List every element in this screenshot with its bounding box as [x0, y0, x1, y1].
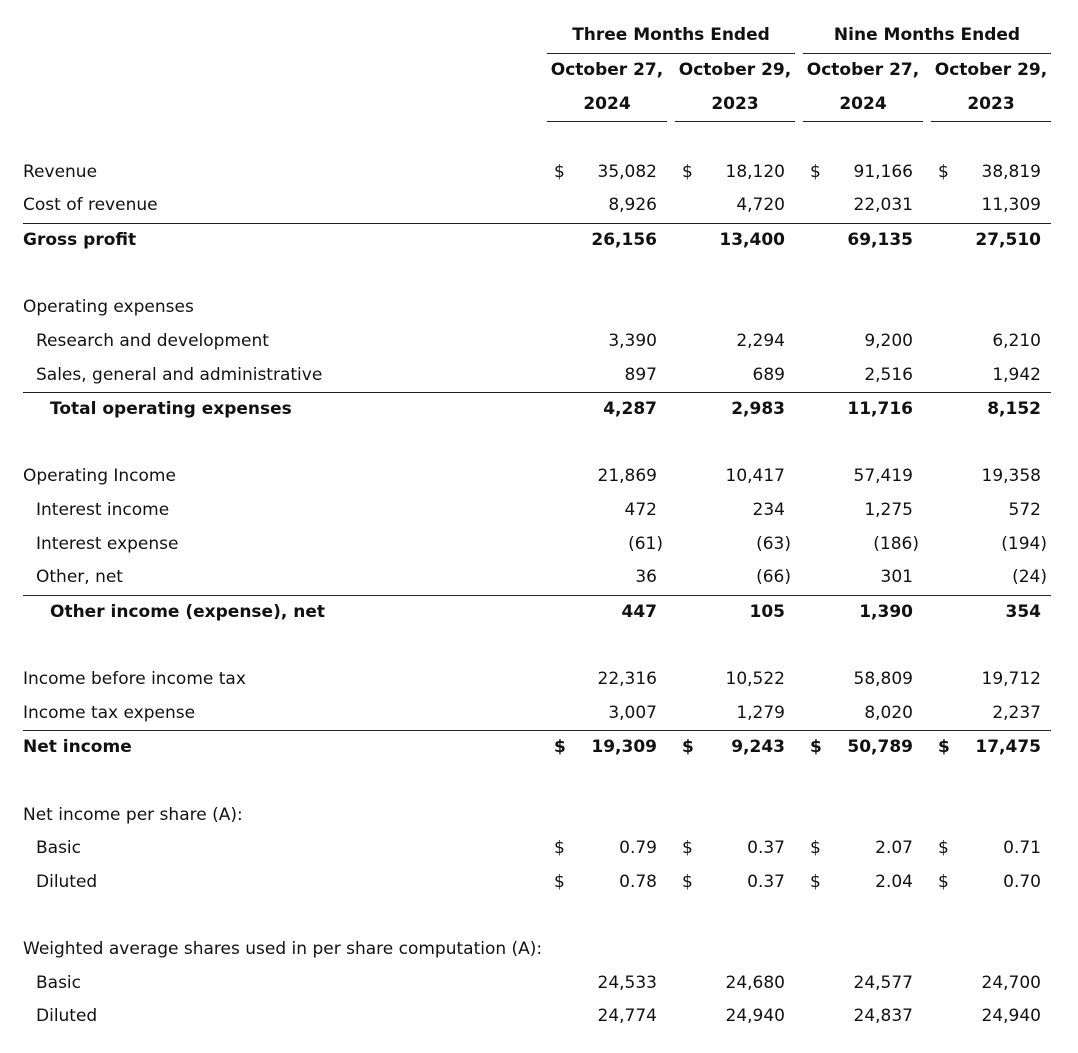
dollar-sign: $ [682, 838, 693, 858]
cell-operating-income: 19,358 [981, 466, 1041, 486]
cell-sga: 897 [624, 365, 657, 385]
row-label-interest-expense: Interest expense [36, 534, 179, 554]
dollar-sign: $ [682, 737, 694, 757]
dollar-sign: $ [554, 838, 565, 858]
row-label-income-before-tax: Income before income tax [23, 669, 246, 689]
row-label-eps-basic: Basic [36, 838, 82, 858]
cell-net-income: 9,243 [731, 737, 785, 757]
cell-other-income-net: 447 [621, 602, 657, 622]
cell-interest-expense: (63) [756, 534, 791, 554]
cell-other-income-net: 105 [749, 602, 785, 622]
cell-shares-diluted: 24,837 [853, 1006, 913, 1026]
cell-revenue: 35,082 [597, 162, 657, 182]
cell-shares-diluted: 24,940 [981, 1006, 1041, 1026]
cell-interest-income: 1,275 [864, 500, 913, 520]
cell-income-before-tax: 58,809 [853, 669, 913, 689]
row-label-shares-diluted: Diluted [36, 1006, 98, 1026]
section-label-eps: Net income per share (A): [23, 805, 243, 825]
cell-net-income: 17,475 [975, 737, 1041, 757]
dollar-sign: $ [554, 162, 565, 182]
cell-operating-income: 10,417 [725, 466, 785, 486]
section-label-operating-expenses: Operating expenses [23, 297, 194, 317]
cell-interest-expense: (186) [873, 534, 919, 554]
cell-interest-income: 472 [624, 500, 657, 520]
row-label-cost-of-revenue: Cost of revenue [23, 195, 158, 215]
cell-revenue: 38,819 [981, 162, 1041, 182]
nine-months-rule [803, 53, 1051, 54]
column-header-rule [803, 121, 923, 122]
column-header-year: 2024 [839, 94, 887, 114]
cell-other-income-net: 1,390 [859, 602, 913, 622]
cell-total-operating-expenses: 8,152 [987, 399, 1041, 419]
three-months-rule [547, 53, 795, 54]
row-label-shares-basic: Basic [36, 973, 82, 993]
cell-operating-income: 57,419 [853, 466, 913, 486]
cell-total-operating-expenses: 2,983 [731, 399, 785, 419]
three-months-header: Three Months Ended [572, 25, 770, 45]
column-header-year: 2024 [583, 94, 631, 114]
dollar-sign: $ [554, 737, 566, 757]
column-header-date: October 29, [934, 60, 1048, 80]
dollar-sign: $ [682, 162, 693, 182]
cell-shares-basic: 24,533 [597, 973, 657, 993]
cell-shares-basic: 24,700 [981, 973, 1041, 993]
column-header-rule [931, 121, 1051, 122]
cell-cost-of-revenue: 11,309 [981, 195, 1041, 215]
cell-eps-basic: 2.07 [875, 838, 913, 858]
subtotal-rule [23, 595, 1051, 596]
cell-operating-income: 21,869 [597, 466, 657, 486]
cell-shares-diluted: 24,940 [725, 1006, 785, 1026]
cell-gross-profit: 13,400 [719, 230, 785, 250]
cell-other-net: (66) [756, 567, 791, 587]
row-label-gross-profit: Gross profit [23, 230, 137, 250]
subtotal-rule [23, 223, 1051, 224]
cell-eps-diluted: 2.04 [875, 872, 913, 892]
cell-interest-expense: (194) [1001, 534, 1047, 554]
cell-research-and-development: 3,390 [608, 331, 657, 351]
dollar-sign: $ [938, 737, 950, 757]
column-header-date: October 27, [550, 60, 664, 80]
cell-income-tax-expense: 8,020 [864, 703, 913, 723]
row-label-net-income: Net income [23, 737, 132, 757]
dollar-sign: $ [810, 737, 822, 757]
dollar-sign: $ [938, 162, 949, 182]
cell-other-net: 301 [880, 567, 913, 587]
cell-eps-basic: 0.71 [1003, 838, 1041, 858]
column-header-year: 2023 [711, 94, 759, 114]
row-label-eps-diluted: Diluted [36, 872, 98, 892]
cell-revenue: 91,166 [853, 162, 913, 182]
cell-research-and-development: 2,294 [736, 331, 785, 351]
column-header-date: October 27, [806, 60, 920, 80]
dollar-sign: $ [810, 872, 821, 892]
cell-sga: 2,516 [864, 365, 913, 385]
column-header-year: 2023 [967, 94, 1015, 114]
cell-other-income-net: 354 [1005, 602, 1041, 622]
cell-gross-profit: 27,510 [975, 230, 1041, 250]
cell-cost-of-revenue: 8,926 [608, 195, 657, 215]
row-label-income-tax-expense: Income tax expense [23, 703, 196, 723]
row-label-operating-income: Operating Income [23, 466, 176, 486]
row-label-sga: Sales, general and administrative [36, 365, 323, 385]
row-label-other-net: Other, net [36, 567, 123, 587]
cell-sga: 1,942 [992, 365, 1041, 385]
cell-eps-basic: 0.79 [619, 838, 657, 858]
nine-months-header: Nine Months Ended [833, 25, 1021, 45]
cell-interest-expense: (61) [628, 534, 663, 554]
section-label-weighted-shares: Weighted average shares used in per share computation (A): [23, 939, 543, 959]
cell-sga: 689 [752, 365, 785, 385]
row-label-total-operating-expenses: Total operating expenses [50, 399, 292, 419]
row-label-other-income-net: Other income (expense), net [50, 602, 325, 622]
column-header-date: October 29, [678, 60, 792, 80]
cell-shares-basic: 24,680 [725, 973, 785, 993]
cell-interest-income: 572 [1008, 500, 1041, 520]
cell-net-income: 50,789 [847, 737, 913, 757]
cell-eps-diluted: 0.78 [619, 872, 657, 892]
cell-research-and-development: 6,210 [992, 331, 1041, 351]
column-header-rule [675, 121, 795, 122]
cell-net-income: 19,309 [591, 737, 657, 757]
cell-revenue: 18,120 [725, 162, 785, 182]
cell-eps-diluted: 0.37 [747, 872, 785, 892]
cell-shares-basic: 24,577 [853, 973, 913, 993]
cell-research-and-development: 9,200 [864, 331, 913, 351]
cell-cost-of-revenue: 4,720 [736, 195, 785, 215]
row-label-research-and-development: Research and development [36, 331, 269, 351]
cell-income-tax-expense: 2,237 [992, 703, 1041, 723]
cell-cost-of-revenue: 22,031 [853, 195, 913, 215]
subtotal-rule [23, 392, 1051, 393]
cell-other-net: 36 [635, 567, 657, 587]
cell-total-operating-expenses: 11,716 [847, 399, 913, 419]
cell-total-operating-expenses: 4,287 [603, 399, 657, 419]
cell-eps-diluted: 0.70 [1003, 872, 1041, 892]
cell-other-net: (24) [1012, 567, 1047, 587]
dollar-sign: $ [810, 162, 821, 182]
cell-interest-income: 234 [752, 500, 785, 520]
row-label-revenue: Revenue [23, 162, 98, 182]
cell-income-before-tax: 19,712 [981, 669, 1041, 689]
dollar-sign: $ [938, 838, 949, 858]
row-label-interest-income: Interest income [36, 500, 170, 520]
subtotal-rule [23, 730, 1051, 731]
column-header-rule [547, 121, 667, 122]
dollar-sign: $ [938, 872, 949, 892]
cell-income-before-tax: 22,316 [597, 669, 657, 689]
cell-income-before-tax: 10,522 [725, 669, 785, 689]
cell-eps-basic: 0.37 [747, 838, 785, 858]
cell-gross-profit: 69,135 [847, 230, 913, 250]
dollar-sign: $ [554, 872, 565, 892]
cell-income-tax-expense: 3,007 [608, 703, 657, 723]
cell-gross-profit: 26,156 [591, 230, 657, 250]
cell-shares-diluted: 24,774 [597, 1006, 657, 1026]
dollar-sign: $ [810, 838, 821, 858]
dollar-sign: $ [682, 872, 693, 892]
cell-income-tax-expense: 1,279 [736, 703, 785, 723]
